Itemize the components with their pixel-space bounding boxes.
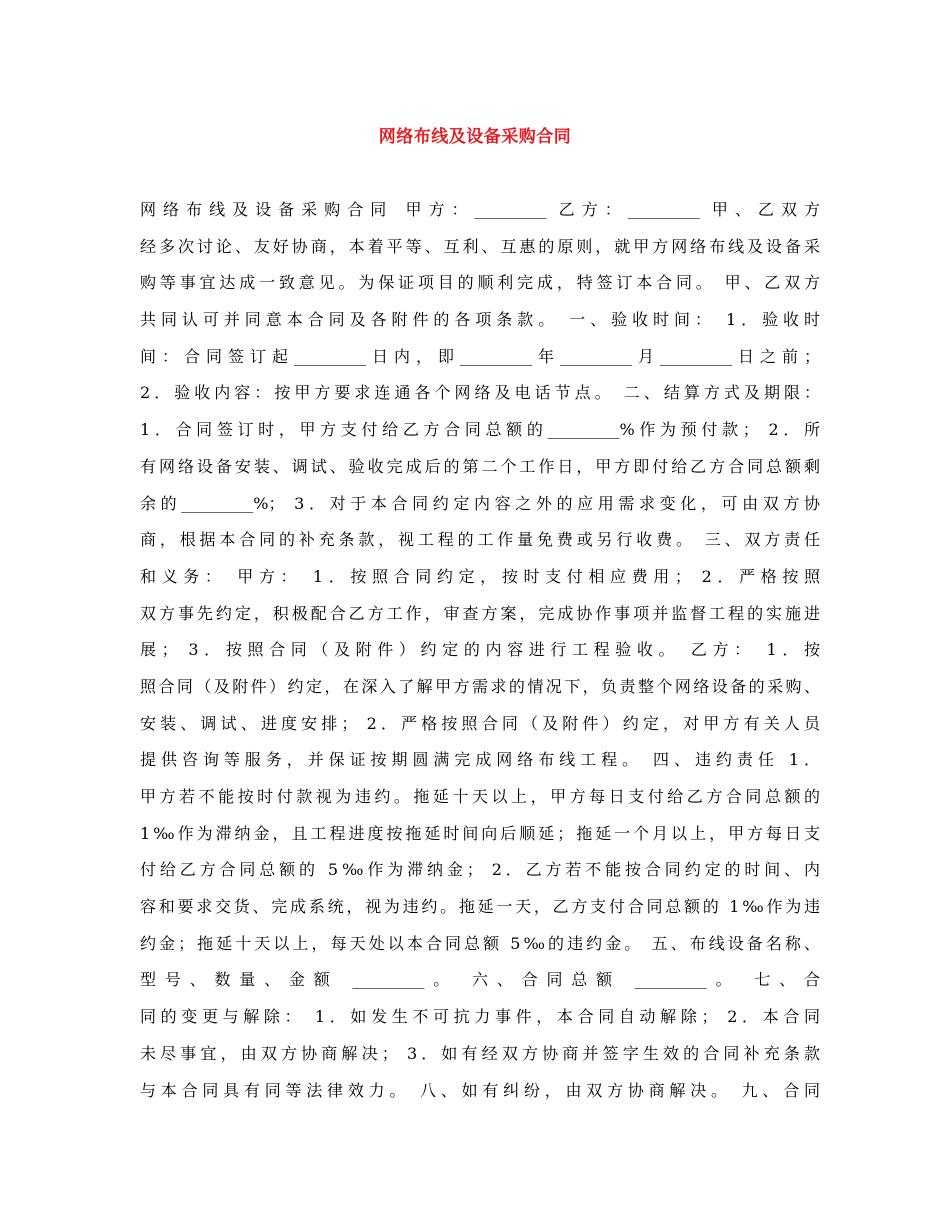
body-line: 2．验收内容：按甲方要求连通各个网络及电话节点。 二、结算方式及期限： (140, 383, 820, 403)
body-line: 与本合同具有同等法律效力。 八、如有纠纷，由双方协商解决。 九、合同 (140, 1080, 820, 1100)
body-line: 约金；拖延十天以上，每天处以本合同总额 5‰的违约金。 五、布线设备名称、 (140, 933, 820, 953)
body-line: 1‰作为滞纳金，且工程进度按拖延时间向后顺延；拖延一个月以上，甲方每日支 (140, 823, 820, 843)
body-line: 照合同（及附件）约定，在深入了解甲方需求的情况下，负责整个网络设备的采购、 (140, 676, 820, 696)
body-line: 安装、调试、进度安排； 2．严格按照合同（及附件）约定，对甲方有关人员 (140, 713, 820, 733)
body-line: 和义务： 甲方： 1．按照合同约定，按时支付相应费用； 2．严格按照 (140, 566, 820, 586)
body-line: 付给乙方合同总额的 5‰作为滞纳金； 2．乙方若不能按合同约定的时间、内 (140, 860, 820, 880)
body-line: 1．合同签订时，甲方支付给乙方合同总额的_________%作为预付款； 2．所 (140, 420, 820, 440)
body-line: 网络布线及设备采购合同 甲方：_________ 乙方：_________ 甲、乙双方 (140, 200, 820, 219)
document-body (140, 192, 820, 1109)
body-line: 商，根据本合同的补充条款，视工程的工作量免费或另行收费。 三、双方责任 (140, 530, 820, 550)
body-line: 间：合同签订起_________日内，即_________年_________月_________日之前； (140, 346, 820, 366)
body-line: 经多次讨论、友好协商，本着平等、互利、互惠的原则，就甲方网络布线及设备采 (140, 236, 820, 256)
body-line: 共同认可并同意本合同及各附件的各项条款。 一、验收时间： 1．验收时 (140, 310, 820, 330)
document-title: 网络布线及设备采购合同 (378, 127, 572, 147)
body-line: 未尽事宜，由双方协商解决； 3．如有经双方协商并签字生效的合同补充条款 (140, 1043, 820, 1063)
body-line: 有网络设备安装、调试、验收完成后的第二个工作日，甲方即付给乙方合同总额剩 (140, 456, 820, 476)
body-line: 展； 3．按照合同（及附件）约定的内容进行工程验收。 乙方： 1．按 (140, 640, 820, 660)
body-line: 提供咨询等服务，并保证按期圆满完成网络布线工程。 四、违约责任 1． (140, 750, 820, 770)
body-line: 型号、数量、金额 _________。 六、合同总额 _________。 七、合 (140, 970, 820, 990)
body-line: 同的变更与解除： 1．如发生不可抗力事件，本合同自动解除； 2．本合同 (140, 1007, 820, 1027)
body-line: 容和要求交货、完成系统，视为违约。拖延一天，乙方支付合同总额的 1‰作为违 (140, 897, 820, 917)
body-line: 甲方若不能按时付款视为违约。拖延十天以上，甲方每日支付给乙方合同总额的 (140, 787, 820, 806)
body-line: 购等事宜达成一致意见。为保证项目的顺利完成，特签订本合同。 甲、乙双方 (140, 273, 820, 293)
body-line: 余的_________%； 3．对于本合同约定内容之外的应用需求变化，可由双方协 (140, 493, 820, 513)
body-line: 双方事先约定，积极配合乙方工作，审查方案，完成协作事项并监督工程的实施进 (140, 603, 820, 623)
